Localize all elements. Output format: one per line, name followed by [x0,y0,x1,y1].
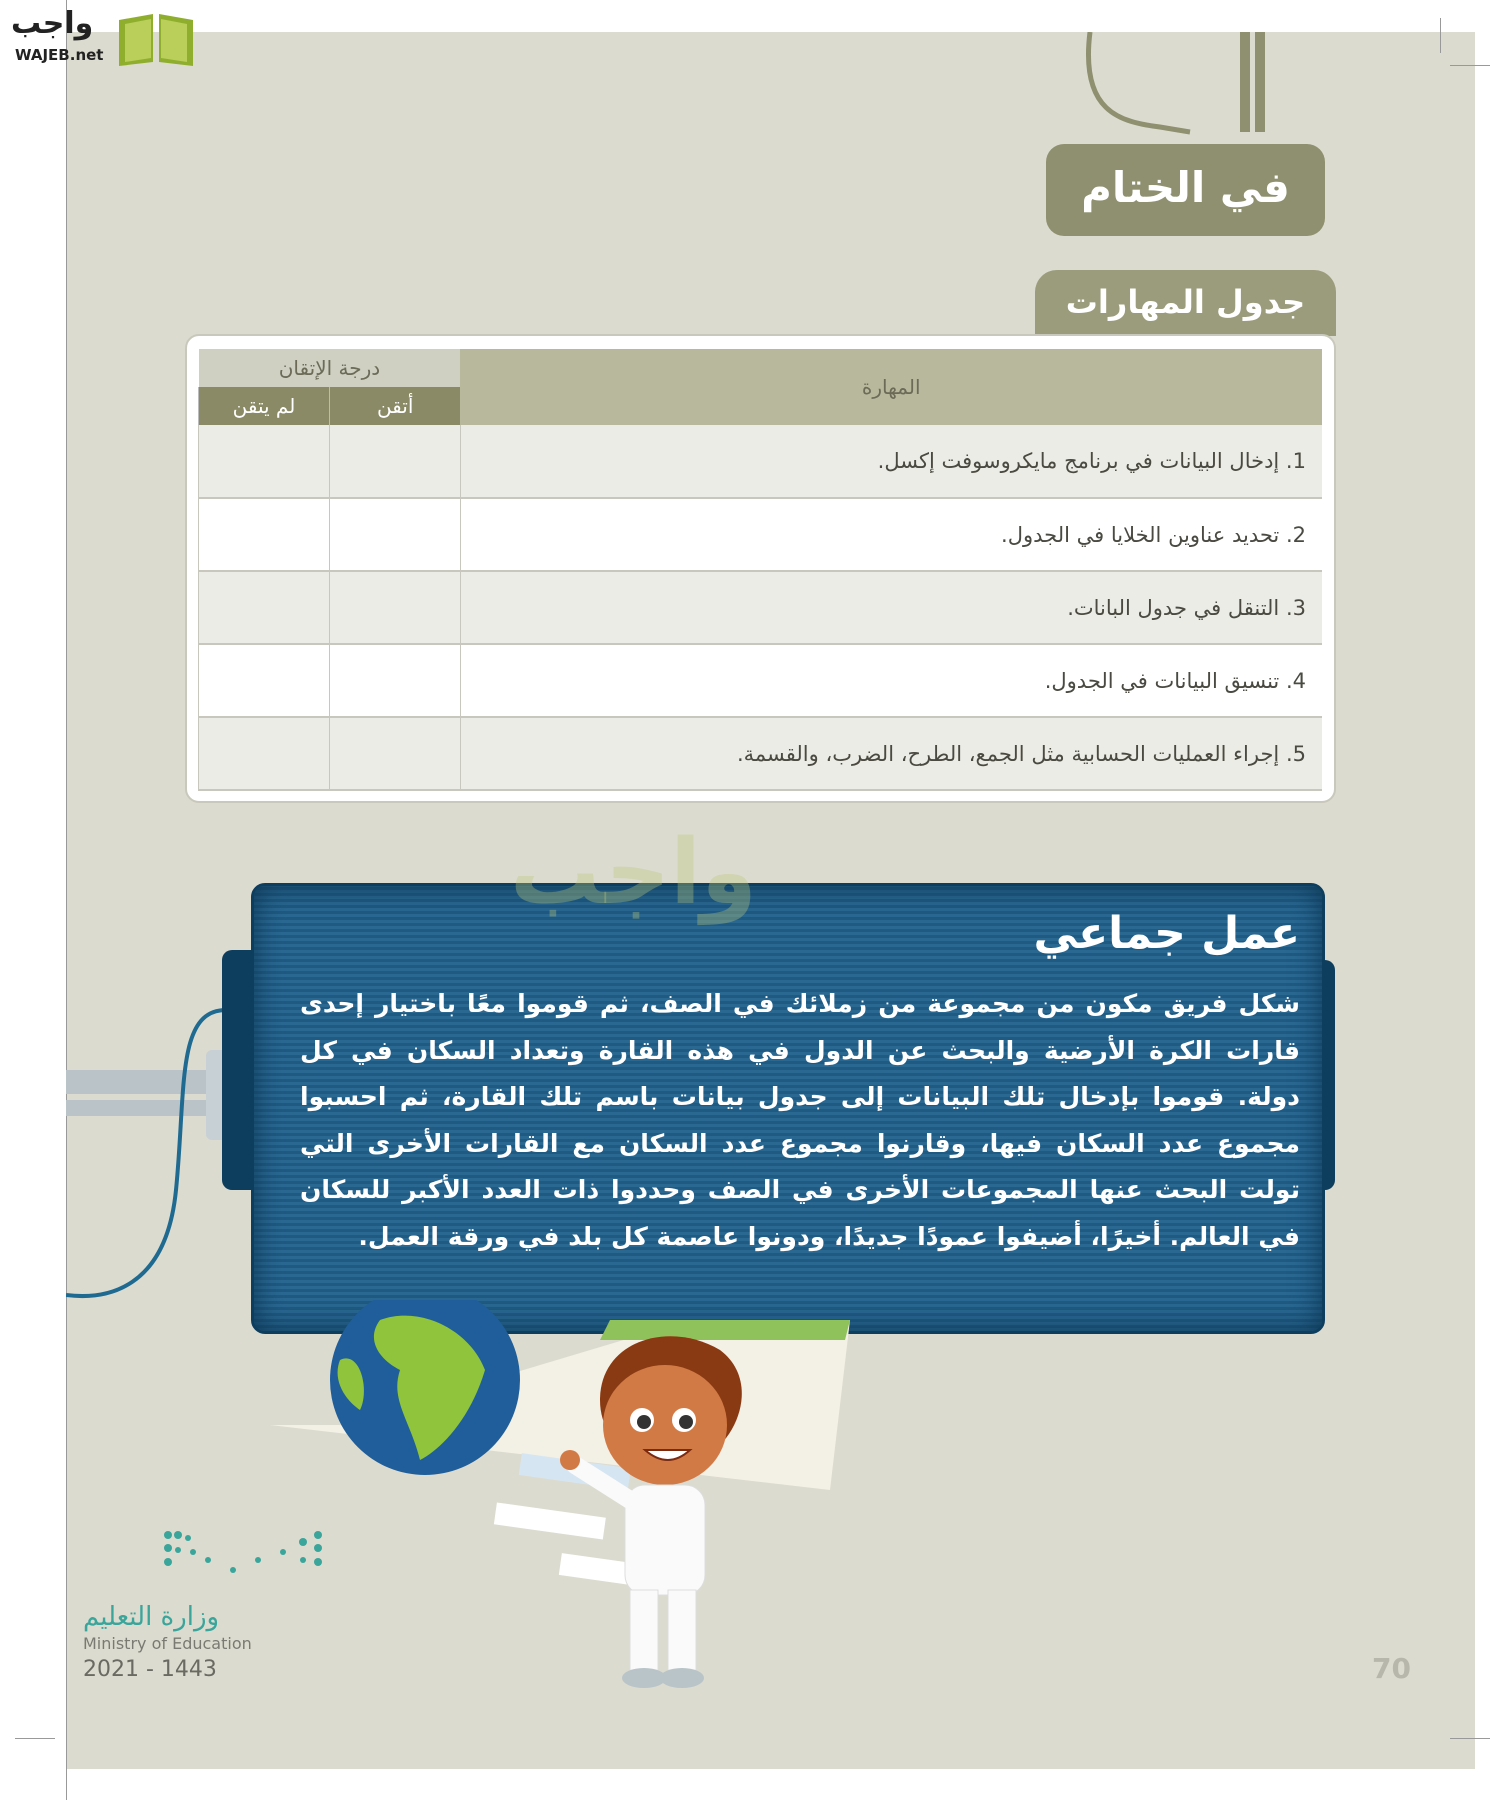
page-number: 70 [1372,1652,1411,1685]
illustration-globe-boy [270,1300,970,1720]
header-skill: المهارة [460,349,1322,425]
trim-mark [1440,18,1441,53]
logo-arabic: واجب [11,6,94,41]
skill-cell: 1. إدخال البيانات في برنامج مايكروسوفت إكسل. [460,425,1322,498]
header-mastered: أتقن [329,387,460,425]
header-degree: درجة الإتقان [199,349,461,387]
group-work-title: عمل جماعي [1033,908,1300,959]
skills-table-tab: جدول المهارات [1035,270,1336,336]
section-title: في الختام [1046,144,1325,236]
not-mastered-cell[interactable] [199,571,330,644]
edition-year: 2021 - 1443 [83,1657,217,1682]
logo-latin: WAJEB.net [15,46,104,64]
ministry-dots-icon [163,1530,333,1590]
group-work-panel [251,883,1325,1334]
table-row [199,644,1323,717]
book-icon [117,10,195,66]
plug-cable-decoration [66,990,246,1310]
mastered-cell[interactable] [329,425,460,498]
mastered-cell[interactable] [329,717,460,790]
skill-cell: 2. تحديد عناوين الخلايا في الجدول. [460,498,1322,571]
watermark: واجب [510,820,757,925]
ministry-arabic: وزارة التعليم [83,1602,220,1632]
mastered-cell[interactable] [329,644,460,717]
trim-line [66,0,67,1800]
mastered-cell[interactable] [329,498,460,571]
mastered-cell[interactable] [329,571,460,644]
not-mastered-cell[interactable] [199,498,330,571]
trim-mark [1450,65,1490,66]
not-mastered-cell[interactable] [199,644,330,717]
ministry-logo [83,1530,333,1682]
table-row [199,425,1323,498]
wajeb-logo[interactable] [9,6,189,66]
skills-table [198,349,1322,791]
not-mastered-cell[interactable] [199,425,330,498]
not-mastered-cell[interactable] [199,717,330,790]
skills-table-box [185,334,1336,803]
table-row [199,571,1323,644]
cable-decoration [1080,32,1280,162]
trim-mark [1450,1738,1490,1739]
skill-cell: 4. تنسيق البيانات في الجدول. [460,644,1322,717]
header-not-mastered: لم يتقن [199,387,330,425]
skill-cell: 5. إجراء العمليات الحسابية مثل الجمع، الطرح، الضرب، والقسمة. [460,717,1322,790]
ministry-english: Ministry of Education [83,1634,252,1653]
group-work-body: شكل فريق مكون من مجموعة من زملائك في الصف، ثم قوموا معًا باختيار إحدى قارات الكرة الأرضية والبحث عن الدول في هذه القارة وتعداد السكان في كل دولة. قوموا بإدخال تلك البيانات إلى جدول بيانات باسم تلك القارة، ثم احسبوا مجموع عدد السكان فيها، وقارنوا مجموع عدد السكان مع القارات الأخرى التي تولت البحث عنها المجموعات الأخرى في الصف وحددوا ذات العدد الأكبر للسكان في العالم. أخيرًا، أضيفوا عمودًا جديدًا، ودونوا عاصمة كل بلد في ورقة العمل. [300,989,1300,1251]
skill-cell: 3. التنقل في جدول البانات. [460,571,1322,644]
table-row [199,717,1323,790]
table-row [199,498,1323,571]
trim-mark [15,1738,55,1739]
